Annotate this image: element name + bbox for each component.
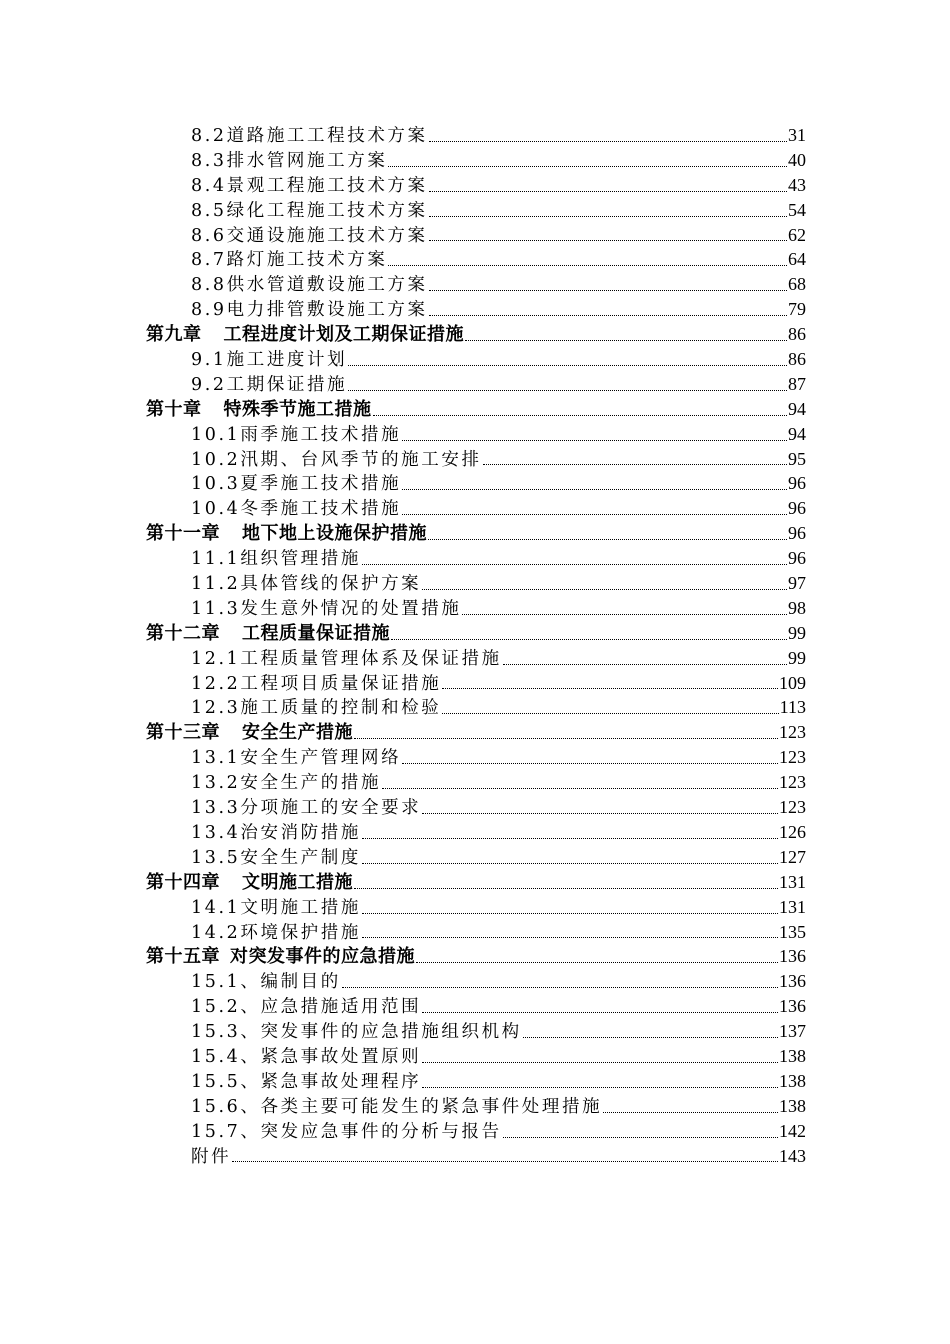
toc-section-entry[interactable] bbox=[0, 173, 950, 198]
toc-page-number: 131 bbox=[779, 871, 806, 892]
toc-section-entry[interactable] bbox=[0, 571, 950, 596]
toc-entry-title: 9.2工期保证措施 bbox=[191, 374, 348, 395]
toc-entry-title: 8.4景观工程施工技术方案 bbox=[191, 175, 428, 196]
toc-chapter-entry[interactable] bbox=[0, 521, 950, 546]
toc-section-entry[interactable] bbox=[0, 920, 950, 945]
toc-entry-title: 地下地上设施保护措施 bbox=[242, 523, 427, 544]
toc-entry-title: 12.2工程项目质量保证措施 bbox=[191, 673, 442, 694]
toc-dot-leader bbox=[362, 937, 778, 938]
toc-page-number: 96 bbox=[788, 548, 806, 569]
toc-section-entry[interactable] bbox=[0, 198, 950, 223]
toc-section-entry[interactable] bbox=[0, 148, 950, 173]
toc-dot-leader bbox=[422, 1062, 778, 1063]
toc-section-entry[interactable] bbox=[0, 845, 950, 870]
toc-dot-leader bbox=[442, 713, 778, 714]
toc-entry-title: 安全生产措施 bbox=[242, 722, 353, 743]
toc-entry-title: 对突发事件的应急措施 bbox=[230, 946, 415, 967]
toc-page-number: 96 bbox=[788, 523, 806, 544]
toc-section-entry[interactable] bbox=[0, 297, 950, 322]
toc-page-number: 95 bbox=[788, 448, 806, 469]
toc-page-number: 96 bbox=[788, 473, 806, 494]
toc-entry-title: 12.1工程质量管理体系及保证措施 bbox=[191, 648, 502, 669]
toc-entry-title: 15.4、紧急事故处置原则 bbox=[191, 1046, 422, 1067]
toc-section-entry[interactable] bbox=[0, 247, 950, 272]
toc-entry-title: 特殊季节施工措施 bbox=[223, 398, 372, 419]
toc-dot-leader bbox=[422, 1087, 778, 1088]
toc-section-entry[interactable] bbox=[0, 994, 950, 1019]
toc-entry-title: 8.8供水管道敷设施工方案 bbox=[191, 275, 428, 296]
toc-dot-leader bbox=[428, 539, 787, 540]
toc-page-number: 99 bbox=[788, 622, 806, 643]
toc-dot-leader bbox=[422, 589, 787, 590]
toc-entry-title: 11.3发生意外情况的处置措施 bbox=[191, 598, 462, 619]
toc-entry-title: 10.2汛期、台风季节的施工安排 bbox=[191, 449, 482, 470]
toc-page-number: 138 bbox=[779, 1070, 806, 1091]
toc-chapter-entry[interactable] bbox=[0, 322, 950, 347]
toc-page-number: 136 bbox=[779, 946, 806, 967]
toc-entry-title: 附件 bbox=[191, 1146, 232, 1167]
toc-chapter-number: 第十四章 bbox=[146, 871, 220, 892]
toc-page-number: 86 bbox=[788, 324, 806, 345]
toc-page-number: 123 bbox=[779, 722, 806, 743]
toc-section-entry[interactable] bbox=[0, 496, 950, 521]
toc-dot-leader bbox=[402, 489, 787, 490]
toc-entry-title: 13.2安全生产的措施 bbox=[191, 773, 382, 794]
toc-section-entry[interactable] bbox=[0, 1119, 950, 1144]
toc-entry-title: 8.6交通设施施工技术方案 bbox=[191, 225, 428, 246]
toc-dot-leader bbox=[442, 688, 778, 689]
toc-page-number: 64 bbox=[788, 249, 806, 270]
toc-section-entry[interactable] bbox=[0, 372, 950, 397]
toc-entry-title: 工程质量保证措施 bbox=[242, 622, 390, 643]
toc-page-number: 94 bbox=[788, 423, 806, 444]
toc-section-entry[interactable] bbox=[0, 447, 950, 472]
toc-page-number: 109 bbox=[779, 672, 806, 693]
toc-page-number: 68 bbox=[788, 274, 806, 295]
toc-page-number: 99 bbox=[788, 647, 806, 668]
toc-page-number: 123 bbox=[779, 747, 806, 768]
toc-page-number: 87 bbox=[788, 373, 806, 394]
toc-dot-leader bbox=[523, 1037, 778, 1038]
toc-entry-title: 工程进度计划及工期保证措施 bbox=[223, 324, 464, 345]
toc-section-entry[interactable] bbox=[0, 695, 950, 720]
toc-entry-title: 13.1安全生产管理网络 bbox=[191, 748, 402, 769]
toc-page-number: 123 bbox=[779, 797, 806, 818]
toc-entry-title: 11.1组织管理措施 bbox=[191, 549, 361, 570]
toc-page-number: 127 bbox=[779, 846, 806, 867]
toc-entry-title: 15.2、应急措施适用范围 bbox=[191, 997, 422, 1018]
toc-dot-leader bbox=[429, 216, 787, 217]
toc-page-number: 79 bbox=[788, 299, 806, 320]
toc-section-entry[interactable] bbox=[0, 770, 950, 795]
toc-section-entry[interactable] bbox=[0, 272, 950, 297]
toc-chapter-number: 第十五章 bbox=[146, 946, 220, 967]
toc-entry-title: 8.5绿化工程施工技术方案 bbox=[191, 200, 428, 221]
toc-entry-title: 13.5安全生产制度 bbox=[191, 847, 361, 868]
toc-dot-leader bbox=[503, 664, 787, 665]
toc-entry-title: 12.3施工质量的控制和检验 bbox=[191, 698, 442, 719]
toc-chapter-number: 第十一章 bbox=[146, 523, 220, 544]
toc-chapter-entry[interactable] bbox=[0, 944, 950, 969]
toc-dot-leader bbox=[362, 863, 778, 864]
toc-section-entry[interactable] bbox=[0, 1094, 950, 1119]
toc-section-entry[interactable] bbox=[0, 646, 950, 671]
toc-chapter-number: 第十二章 bbox=[146, 622, 220, 643]
toc-page-number: 142 bbox=[779, 1120, 806, 1141]
toc-entry-title: 13.4治安消防措施 bbox=[191, 822, 361, 843]
toc-page-number: 98 bbox=[788, 597, 806, 618]
toc-page-number: 131 bbox=[779, 896, 806, 917]
toc-dot-leader bbox=[348, 390, 787, 391]
toc-chapter-entry[interactable] bbox=[0, 397, 950, 422]
toc-section-entry[interactable] bbox=[0, 969, 950, 994]
toc-chapter-entry[interactable] bbox=[0, 720, 950, 745]
toc-chapter-entry[interactable] bbox=[0, 621, 950, 646]
toc-entry-title: 9.1施工进度计划 bbox=[191, 350, 348, 371]
toc-dot-leader bbox=[465, 340, 787, 341]
toc-entry-title: 11.2具体管线的保护方案 bbox=[191, 574, 422, 595]
toc-page-number: 54 bbox=[788, 199, 806, 220]
toc-dot-leader bbox=[362, 564, 787, 565]
table-of-contents bbox=[0, 123, 950, 1168]
toc-section-entry[interactable] bbox=[0, 1069, 950, 1094]
toc-section-entry[interactable] bbox=[0, 745, 950, 770]
toc-page-number: 138 bbox=[779, 1095, 806, 1116]
toc-chapter-number: 第十三章 bbox=[146, 722, 220, 743]
toc-entry-title: 10.3夏季施工技术措施 bbox=[191, 474, 402, 495]
toc-dot-leader bbox=[362, 913, 778, 914]
toc-entry-title: 8.9电力排管敷设施工方案 bbox=[191, 300, 428, 321]
toc-dot-leader bbox=[342, 987, 778, 988]
toc-section-entry[interactable] bbox=[0, 123, 950, 148]
toc-chapter-number: 第九章 bbox=[146, 324, 202, 345]
toc-dot-leader bbox=[429, 141, 787, 142]
toc-section-entry[interactable] bbox=[0, 1019, 950, 1044]
toc-page-number: 40 bbox=[788, 149, 806, 170]
toc-dot-leader bbox=[429, 315, 787, 316]
toc-page-number: 135 bbox=[779, 921, 806, 942]
toc-entry-title: 10.1雨季施工技术措施 bbox=[191, 424, 402, 445]
toc-entry-title: 15.5、紧急事故处理程序 bbox=[191, 1071, 422, 1092]
toc-page-number: 113 bbox=[779, 697, 806, 718]
toc-dot-leader bbox=[354, 888, 778, 889]
toc-dot-leader bbox=[388, 265, 787, 266]
toc-page-number: 123 bbox=[779, 772, 806, 793]
toc-dot-leader bbox=[354, 738, 778, 739]
toc-dot-leader bbox=[388, 166, 787, 167]
toc-entry-title: 15.7、突发应急事件的分析与报告 bbox=[191, 1121, 502, 1142]
toc-section-entry[interactable] bbox=[0, 795, 950, 820]
toc-page-number: 96 bbox=[788, 498, 806, 519]
toc-section-entry[interactable] bbox=[0, 1044, 950, 1069]
toc-entry-title: 13.3分项施工的安全要求 bbox=[191, 798, 422, 819]
toc-chapter-entry[interactable] bbox=[0, 870, 950, 895]
toc-dot-leader bbox=[402, 763, 778, 764]
toc-section-entry[interactable] bbox=[0, 671, 950, 696]
toc-page-number: 86 bbox=[788, 349, 806, 370]
toc-chapter-number: 第十章 bbox=[146, 398, 202, 419]
toc-section-entry[interactable] bbox=[0, 596, 950, 621]
toc-entry-title: 文明施工措施 bbox=[242, 871, 353, 892]
toc-dot-leader bbox=[422, 813, 778, 814]
toc-dot-leader bbox=[391, 639, 787, 640]
toc-dot-leader bbox=[348, 365, 787, 366]
toc-page-number: 62 bbox=[788, 224, 806, 245]
toc-dot-leader bbox=[422, 1012, 778, 1013]
toc-dot-leader bbox=[382, 788, 778, 789]
toc-dot-leader bbox=[462, 614, 787, 615]
toc-dot-leader bbox=[416, 962, 778, 963]
toc-dot-leader bbox=[603, 1112, 778, 1113]
toc-section-entry[interactable] bbox=[0, 347, 950, 372]
toc-entry-title: 10.4冬季施工技术措施 bbox=[191, 499, 402, 520]
toc-entry-title: 8.2道路施工工程技术方案 bbox=[191, 126, 428, 146]
toc-section-entry[interactable] bbox=[0, 895, 950, 920]
toc-entry-title: 14.2环境保护措施 bbox=[191, 922, 361, 943]
toc-section-entry[interactable] bbox=[0, 223, 950, 248]
toc-dot-leader bbox=[429, 290, 787, 291]
toc-dot-leader bbox=[402, 514, 787, 515]
toc-section-entry[interactable] bbox=[0, 471, 950, 496]
toc-page-number: 31 bbox=[788, 125, 806, 145]
toc-dot-leader bbox=[429, 191, 787, 192]
toc-entry-title: 15.3、突发事件的应急措施组织机构 bbox=[191, 1022, 522, 1043]
toc-section-entry[interactable] bbox=[0, 546, 950, 571]
toc-page-number: 94 bbox=[788, 398, 806, 419]
toc-entry-title: 15.6、各类主要可能发生的紧急事件处理措施 bbox=[191, 1096, 603, 1117]
toc-dot-leader bbox=[429, 240, 787, 241]
toc-page-number: 136 bbox=[779, 996, 806, 1017]
toc-dot-leader bbox=[503, 1137, 778, 1138]
toc-entry-title: 8.7路灯施工技术方案 bbox=[191, 250, 388, 271]
toc-entry-title: 15.1、编制目的 bbox=[191, 972, 341, 993]
toc-page-number: 126 bbox=[779, 821, 806, 842]
toc-page-number: 43 bbox=[788, 174, 806, 195]
toc-page-number: 138 bbox=[779, 1045, 806, 1066]
toc-page-number: 143 bbox=[779, 1145, 806, 1166]
toc-entry-title: 8.3排水管网施工方案 bbox=[191, 150, 388, 171]
toc-section-entry[interactable] bbox=[0, 422, 950, 447]
toc-page-number: 137 bbox=[779, 1021, 806, 1042]
toc-dot-leader bbox=[402, 440, 787, 441]
toc-dot-leader bbox=[362, 838, 778, 839]
toc-entry-title: 14.1文明施工措施 bbox=[191, 897, 361, 918]
toc-section-entry[interactable] bbox=[0, 820, 950, 845]
toc-page-number: 136 bbox=[779, 971, 806, 992]
toc-dot-leader bbox=[373, 415, 788, 416]
toc-section-entry[interactable] bbox=[0, 1144, 950, 1169]
toc-dot-leader bbox=[483, 464, 787, 465]
toc-dot-leader bbox=[232, 1161, 778, 1162]
toc-page-number: 97 bbox=[788, 573, 806, 594]
